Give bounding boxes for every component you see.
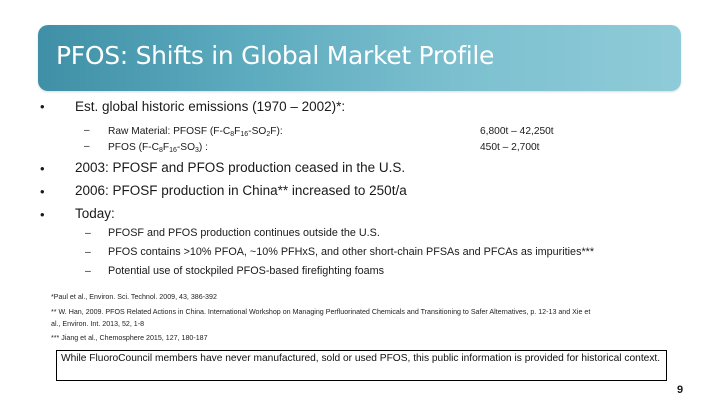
dash-marker: – [85, 265, 91, 277]
dash-marker: – [84, 141, 90, 152]
us-ceased-text: 2003: PFOSF and PFOS production ceased in the U.S. [75, 160, 406, 175]
today-item: PFOSF and PFOS production continues outside the U.S. [108, 227, 380, 239]
raw-material-value: 6,800t – 42,250t [480, 126, 554, 137]
bullet-dot: • [40, 99, 45, 114]
title-bar [38, 25, 681, 91]
bullet-dot: • [40, 161, 45, 176]
bullet-dot: • [40, 207, 45, 222]
today-item: PFOS contains >10% PFOA, ~10% PFHxS, and other short-chain PFSAs and PFCAs as impurities*** [108, 246, 595, 258]
emissions-heading: Est. global historic emissions (1970 – 2002)*: [75, 99, 346, 114]
footnote: *Paul et al., Environ. Sci. Technol. 2009, 43, 386-392 [51, 293, 217, 301]
dash-marker: – [85, 227, 91, 239]
disclaimer-box [56, 350, 667, 381]
dash-marker: – [85, 246, 91, 258]
footnote: *** Jiang et al., Chemosphere 2015, 127, 180-187 [51, 334, 208, 342]
bullet-dot: • [40, 184, 45, 199]
footnote: al., Environ. Int. 2013, 52, 1-8 [51, 320, 145, 328]
slide-title: PFOS: Shifts in Global Market Profile [56, 41, 495, 70]
disclaimer-text: While FluoroCouncil members have never manufactured, sold or used PFOS, this public information is provided for historical context. [61, 353, 661, 364]
pfos-label: PFOS $(F-C_8F_{16}-SO_3)$ : [108, 142, 208, 154]
footnote: ** W. Han, 2009. PFOS Related Actions in China. International Workshop on Managing Perfluorinated Chemicals and Transitioning to Safer Alternatives, p. 12-13 and Xie et [51, 308, 591, 316]
china-text: 2006: PFOSF production in China** increased to 250t/a [75, 183, 407, 198]
today-item: Potential use of stockpiled PFOS-based firefighting foams [108, 265, 385, 277]
page-number: 9 [677, 384, 684, 396]
today-heading: Today: [75, 206, 115, 221]
pfos-value: 450t – 2,700t [480, 142, 540, 153]
raw-material-label: Raw Material: PFOSF $(F-C_8F_{16}-SO_2F)$: [108, 126, 283, 138]
dash-marker: – [84, 125, 90, 136]
